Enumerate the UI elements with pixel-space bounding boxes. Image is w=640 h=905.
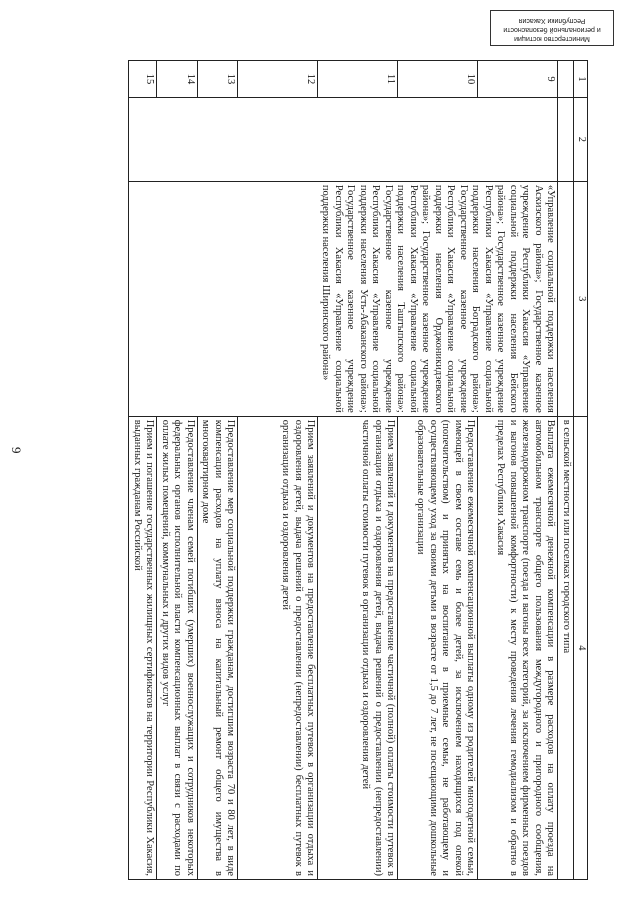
- stamp-line: и региональной безопасности: [503, 26, 601, 33]
- page-number: 9: [9, 447, 24, 454]
- service-description: Прием и погашение государственных жилищных сертификатов на территории Республики Хакасия, выданных гражданам Российской: [129, 416, 157, 879]
- stamp-line: Министерство юстиции: [514, 35, 590, 42]
- table-header-row: [574, 61, 588, 880]
- document-table: [129, 60, 589, 880]
- row-number: 11: [318, 61, 398, 98]
- institutions-cell: «Управление социальной поддержки населения Аскизского района»; Государственное казенное учреждение Республики Хакасия «Управление социальной поддержки населения Бейского района»; Государственное казенное учреждение Республики Хакасия «Управление социальной поддержки населения Боградского района»; Государственное казенное учреждение Республики Хакасия «Управление социальной поддержки населения Орджоникидзевского района»; Государственное казенное учреждение Республики Хакасия «Управление социальной поддержки населения Таштыпского района»; Государственное казенное учреждение Республики Хакасия «Управление социальной поддержки населения Усть-Абаканского района»; Государственное казенное учреждение Республики Хакасия «Управление социальной поддержки населения Ширинского района»: [129, 181, 558, 416]
- header-cell: 2: [574, 97, 588, 181]
- service-description: Выплата ежемесячной денежной компенсации в размере расходов на оплату проезда на автомобильном транспорте общего пользования междугородного и пригородного сообщения, железнодорожном транспорте (поезда и вагоны всех категорий, за исключением фирменных поездов и вагонов повышенной комфортности) к месту проведения лечения гемодиализом и обратно в пределах Республики Хакасия: [478, 416, 558, 879]
- row-number: 12: [238, 61, 318, 98]
- service-description: Предоставление членам семей погибших (умерших) военнослужащих и сотрудников некоторых федеральных органов исполнительной власти компенсационных выплат в связи с расходами по оплате жилых помещений, коммунальных и других видов услуг: [157, 416, 198, 879]
- cell-text: в сельской местности или поселках городского типа: [558, 416, 574, 879]
- table-row: [478, 61, 558, 880]
- row-number: 13: [198, 61, 239, 98]
- service-description: Прием заявлений и документов на предоставление бесплатных путевок в организации отдыха и оздоровления детей, выдача решений о предоставлении (непредоставлении) бесплатных путевок в организации отдыха и оздоровления детей: [238, 416, 318, 879]
- service-description: Предоставление мер социальной поддержки гражданам, достигшим возраста 70 и 80 лет, в виде компенсации расходов на уплату взноса на капитальный ремонт общего имущества в многоквартирном доме: [198, 416, 239, 879]
- service-description: Прием заявлений и документов на предоставление частичной (полной) оплаты стоимости путевок в организации отдыха и оздоровления детей, выдача решений о предоставлении (непредоставлении) частичной оплаты стоимости путевок в организации отдыха и оздоровления детей: [318, 416, 398, 879]
- header-cell: 3: [574, 181, 588, 416]
- cell-empty: [129, 97, 558, 181]
- header-cell: 4: [574, 416, 588, 879]
- row-number: 9: [478, 61, 558, 98]
- ministry-stamp: [490, 10, 614, 46]
- row-number: 10: [398, 61, 478, 98]
- stamp-line: Республики Хакасия: [518, 17, 586, 24]
- service-description: Предоставление ежемесячной компенсационной выплаты одному из родителей многодетной семьи, имеющей в своем составе семь и более детей, за исключением находящихся под опекой (попечительством) и принятых на воспитание в приемные семьи, не работающему и осуществляющему уход за своими детьми в возрасте от 1,5 до 7 лет, не посещающими дошкольные образовательные организации: [398, 416, 478, 879]
- header-cell: 1: [574, 61, 588, 98]
- row-number: 15: [129, 61, 157, 98]
- table-row: [558, 61, 574, 880]
- document-table-rotated: [100, 60, 588, 880]
- row-number: 14: [157, 61, 198, 98]
